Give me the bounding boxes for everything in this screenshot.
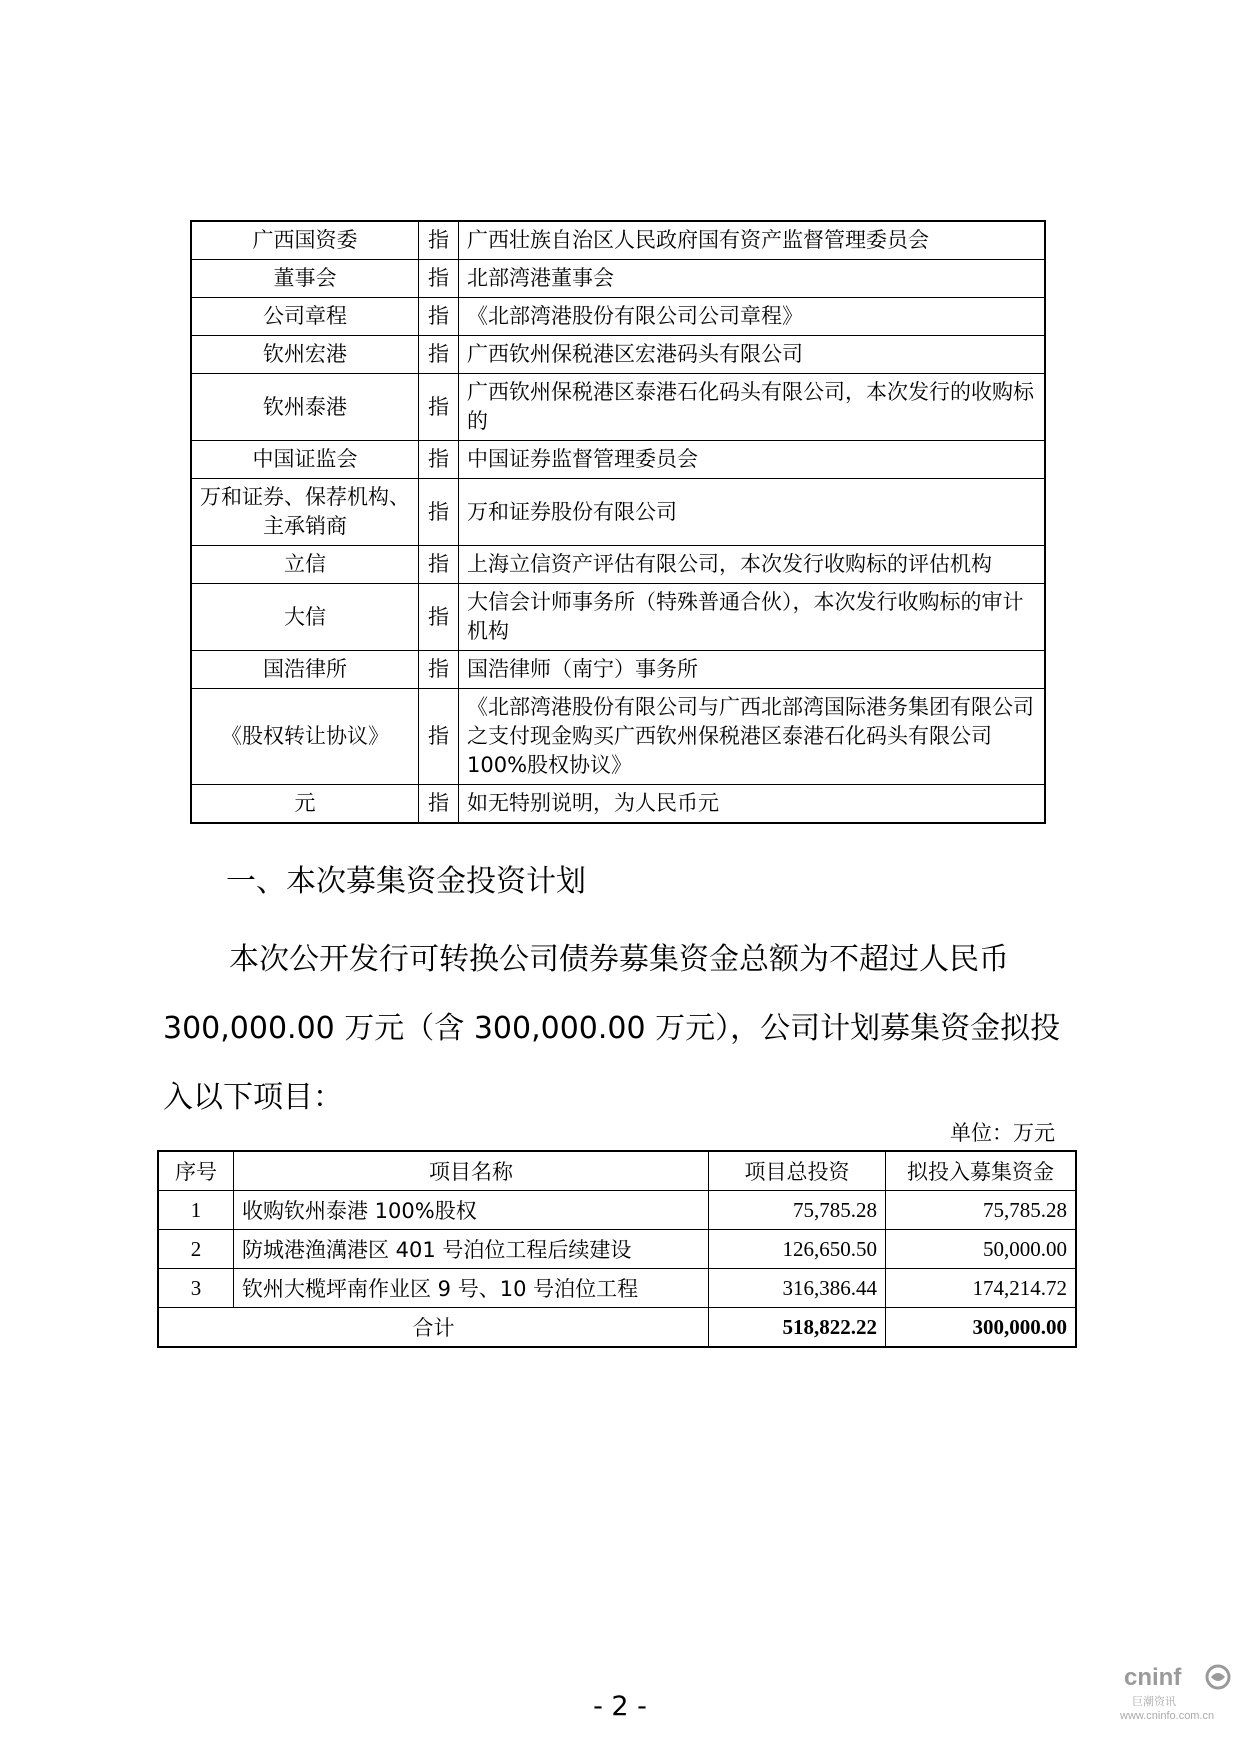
definition-row — [191, 785, 1045, 824]
section-heading: 一、本次募集资金投资计划 — [226, 864, 586, 899]
project-total: 126,650.50 — [709, 1230, 886, 1269]
definition-term: 钦州宏港 — [191, 336, 419, 374]
table-row — [158, 1191, 1076, 1230]
project-name: 收购钦州泰港 100%股权 — [234, 1191, 709, 1230]
definition-term: 钦州泰港 — [191, 374, 419, 441]
definition-row — [191, 298, 1045, 336]
project-raise: 50,000.00 — [886, 1230, 1077, 1269]
definition-term: 董事会 — [191, 260, 419, 298]
definition-meaning: 万和证券股份有限公司 — [459, 479, 1046, 546]
definition-zhi: 指 — [419, 441, 459, 479]
definition-term: 公司章程 — [191, 298, 419, 336]
definition-zhi: 指 — [419, 260, 459, 298]
definition-row — [191, 221, 1045, 260]
definition-term: 万和证券、保荐机构、主承销商 — [191, 479, 419, 546]
definition-term: 元 — [191, 785, 419, 824]
table-total-row — [158, 1308, 1076, 1348]
header-total: 项目总投资 — [709, 1151, 886, 1191]
definition-zhi: 指 — [419, 479, 459, 546]
definition-row — [191, 546, 1045, 584]
cninfo-watermark — [1120, 1660, 1235, 1730]
table-row — [158, 1269, 1076, 1308]
definition-zhi: 指 — [419, 374, 459, 441]
definition-zhi: 指 — [419, 221, 459, 260]
table-header-row — [158, 1151, 1076, 1191]
definition-meaning: 广西钦州保税港区宏港码头有限公司 — [459, 336, 1046, 374]
cninfo-logo-icon — [1205, 1664, 1231, 1690]
header-name: 项目名称 — [234, 1151, 709, 1191]
definition-row — [191, 479, 1045, 546]
unit-label: 单位：万元 — [950, 1121, 1055, 1145]
project-no: 2 — [158, 1230, 234, 1269]
definition-zhi: 指 — [419, 336, 459, 374]
total-investment: 518,822.22 — [709, 1308, 886, 1348]
total-raise: 300,000.00 — [886, 1308, 1077, 1348]
definition-meaning: 《北部湾港股份有限公司与广西北部湾国际港务集团有限公司之支付现金购买广西钦州保税港区泰港石化码头有限公司100%股权协议》 — [459, 689, 1046, 785]
paragraph-line: 300,000.00 万元（含 300,000.00 万元），公司计划募集资金拟投 — [163, 1011, 1061, 1046]
header-raise: 拟投入募集资金 — [886, 1151, 1077, 1191]
watermark-brand: cninf — [1124, 1664, 1182, 1691]
section-paragraph — [163, 925, 1083, 1132]
definition-zhi: 指 — [419, 651, 459, 689]
paragraph-line: 本次公开发行可转换公司债券募集资金总额为不超过人民币 — [229, 942, 1009, 977]
definition-meaning: 国浩律师（南宁）事务所 — [459, 651, 1046, 689]
definition-row — [191, 689, 1045, 785]
definition-term: 国浩律所 — [191, 651, 419, 689]
definition-meaning: 《北部湾港股份有限公司公司章程》 — [459, 298, 1046, 336]
definition-meaning: 广西壮族自治区人民政府国有资产监督管理委员会 — [459, 221, 1046, 260]
definition-zhi: 指 — [419, 689, 459, 785]
definition-meaning: 中国证券监督管理委员会 — [459, 441, 1046, 479]
definition-meaning: 大信会计师事务所（特殊普通合伙），本次发行收购标的审计机构 — [459, 584, 1046, 651]
definition-zhi: 指 — [419, 785, 459, 824]
watermark-url: www.cninfo.com.cn — [1120, 1710, 1215, 1722]
project-raise: 75,785.28 — [886, 1191, 1077, 1230]
definition-zhi: 指 — [419, 546, 459, 584]
definition-zhi: 指 — [419, 298, 459, 336]
projects-table — [157, 1150, 1077, 1348]
project-total: 75,785.28 — [709, 1191, 886, 1230]
definition-meaning: 北部湾港董事会 — [459, 260, 1046, 298]
project-total: 316,386.44 — [709, 1269, 886, 1308]
page-number: - 2 - — [593, 1691, 647, 1722]
definition-meaning: 如无特别说明，为人民币元 — [459, 785, 1046, 824]
total-label: 合计 — [158, 1308, 709, 1348]
definition-meaning: 上海立信资产评估有限公司，本次发行收购标的评估机构 — [459, 546, 1046, 584]
project-name: 防城港渔澫港区 401 号泊位工程后续建设 — [234, 1230, 709, 1269]
definition-row — [191, 441, 1045, 479]
definition-term: 中国证监会 — [191, 441, 419, 479]
definition-term: 立信 — [191, 546, 419, 584]
project-raise: 174,214.72 — [886, 1269, 1077, 1308]
table-row — [158, 1230, 1076, 1269]
definition-term: 《股权转让协议》 — [191, 689, 419, 785]
header-no: 序号 — [158, 1151, 234, 1191]
project-no: 1 — [158, 1191, 234, 1230]
watermark-chinese: 巨潮资讯 — [1132, 1695, 1176, 1708]
definition-term: 大信 — [191, 584, 419, 651]
definition-term: 广西国资委 — [191, 221, 419, 260]
definition-row — [191, 260, 1045, 298]
definition-row — [191, 336, 1045, 374]
definition-meaning: 广西钦州保税港区泰港石化码头有限公司，本次发行的收购标的 — [459, 374, 1046, 441]
definition-zhi: 指 — [419, 584, 459, 651]
definition-row — [191, 374, 1045, 441]
definitions-table — [190, 220, 1046, 824]
definition-row — [191, 584, 1045, 651]
project-no: 3 — [158, 1269, 234, 1308]
definition-row — [191, 651, 1045, 689]
project-name: 钦州大榄坪南作业区 9 号、10 号泊位工程 — [234, 1269, 709, 1308]
paragraph-line: 入以下项目： — [163, 1080, 343, 1115]
